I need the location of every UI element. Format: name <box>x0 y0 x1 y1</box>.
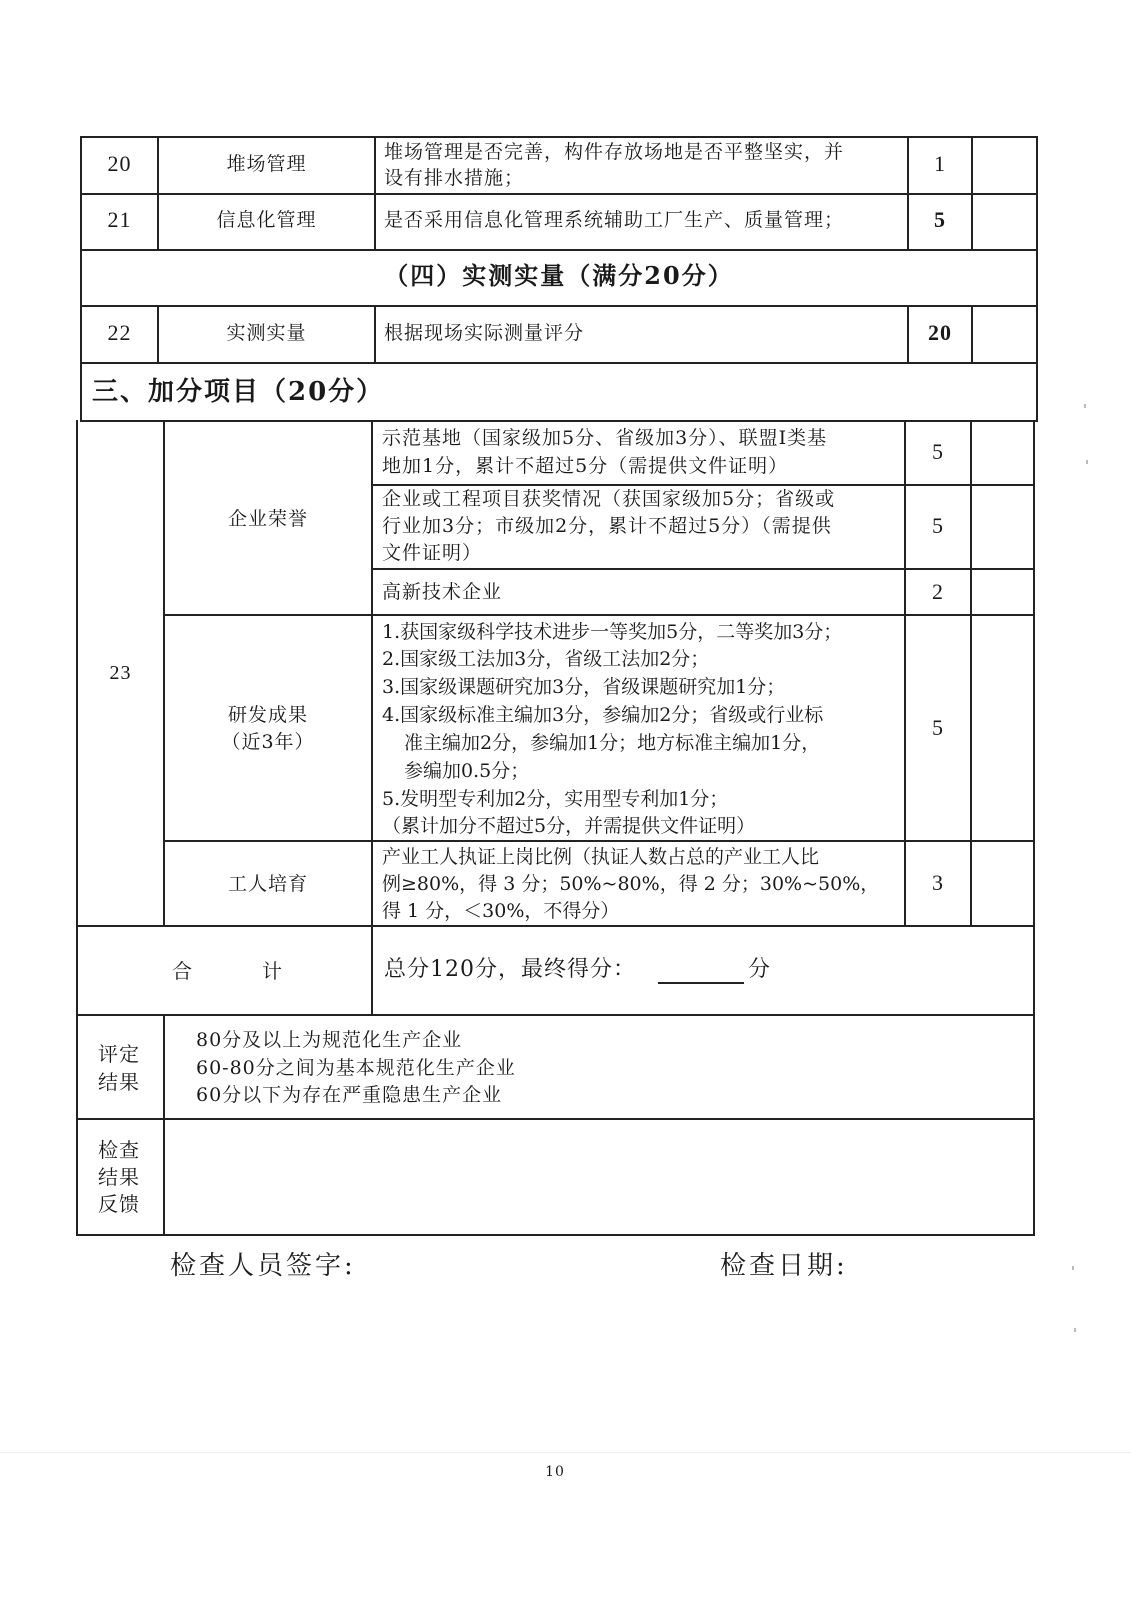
row-number: 23 <box>109 662 132 684</box>
item-content: 是否采用信息化管理系统辅助工厂生产、质量管理； <box>384 209 845 231</box>
item-content: 1.获国家级科学技术进步一等奖加5分，二等奖加3分； <box>382 621 843 643</box>
rating-label: 结果 <box>98 1070 140 1094</box>
item-content: 准主编加2分，参编加1分；地方标准主编加1分， <box>404 732 821 754</box>
table-rule <box>163 614 1035 616</box>
page-number: 10 <box>545 1464 565 1480</box>
total-label: 合 <box>172 959 193 983</box>
item-score: 5 <box>932 439 944 464</box>
item-content: 参编加0.5分； <box>404 760 530 782</box>
item-score: 5 <box>932 513 944 538</box>
table-rule <box>1036 136 1038 422</box>
total-text: 总分120分，最终得分： <box>384 957 636 982</box>
feedback-label: 反馈 <box>98 1192 140 1216</box>
item-content: 企业或工程项目获奖情况（获国家级加5分；省级或 <box>382 488 836 510</box>
table-rule <box>371 568 1035 570</box>
item-score: 5 <box>932 715 944 740</box>
item-score: 1 <box>934 151 946 176</box>
table-rule <box>80 193 1038 195</box>
inspection-date-label: 检查日期: <box>720 1251 848 1281</box>
item-name: （近3年） <box>221 731 315 753</box>
row-number: 20 <box>107 151 132 176</box>
table-rule <box>971 136 973 251</box>
scan-speck <box>1086 460 1088 464</box>
feedback-label: 检查 <box>98 1138 140 1162</box>
table-rule <box>163 1014 165 1236</box>
final-score-blank <box>658 982 744 984</box>
table-rule <box>374 136 376 251</box>
total-label: 计 <box>262 959 283 983</box>
item-content: 得 1 分，＜30%，不得分） <box>382 900 620 922</box>
row-number: 22 <box>107 320 132 345</box>
item-name: 企业荣誉 <box>227 508 308 530</box>
rating-rule: 80分及以上为规范化生产企业 <box>196 1029 463 1051</box>
item-content: 根据现场实际测量评分 <box>384 322 585 344</box>
item-content: 3.国家级课题研究加3分，省级课题研究加1分； <box>382 676 786 698</box>
table-rule <box>76 1118 1035 1120</box>
scan-edge <box>0 1452 1131 1453</box>
item-score: 20 <box>928 320 952 345</box>
item-name: 实测实量 <box>226 322 307 344</box>
table-rule <box>970 420 972 927</box>
item-content: 示范基地（国家级加5分、省级加3分）、联盟Ⅰ类基 <box>382 427 828 449</box>
item-content: 4.国家级标准主编加3分，参编加2分；省级或行业标 <box>382 704 824 726</box>
item-content: 堆场管理是否完善，构件存放场地是否平整坚实，并 <box>384 141 845 163</box>
item-content: 例≥80%，得 3 分；50%~80%，得 2 分；30%~50%， <box>382 873 880 895</box>
table-rule <box>76 1014 1035 1016</box>
table-rule <box>80 249 1038 251</box>
table-rule <box>163 840 1035 842</box>
item-name: 信息化管理 <box>216 209 317 231</box>
item-content: 产业工人执证上岗比例（执证人数占总的产业工人比 <box>382 846 820 868</box>
scan-speck <box>1072 1266 1074 1270</box>
rating-label: 评定 <box>98 1042 140 1066</box>
scan-speck <box>1084 404 1086 408</box>
item-content: 文件证明） <box>382 542 483 564</box>
item-content: 行业加3分；市级加2分，累计不超过5分）（需提供 <box>382 515 832 537</box>
table-rule <box>904 420 906 927</box>
item-score: 3 <box>932 870 944 895</box>
table-rule <box>76 925 1035 927</box>
table-rule <box>971 305 973 364</box>
table-rule <box>80 420 1038 422</box>
table-rule <box>76 1234 1035 1236</box>
inspector-signature-label: 检查人员签字: <box>170 1251 356 1281</box>
scan-speck <box>1074 1328 1076 1332</box>
total-unit: 分 <box>748 957 772 982</box>
table-rule <box>163 420 165 927</box>
item-name: 堆场管理 <box>226 153 307 175</box>
item-score: 5 <box>934 207 946 232</box>
rating-rule: 60分以下为存在严重隐患生产企业 <box>196 1084 503 1106</box>
item-name: 工人培育 <box>227 873 308 895</box>
table-rule <box>80 305 1038 307</box>
item-score: 2 <box>932 579 944 604</box>
table-rule <box>80 362 1038 364</box>
table-rule <box>1033 420 1035 1236</box>
item-content: 地加1分，累计不超过5分（需提供文件证明） <box>382 455 789 477</box>
item-content: 5.发明型专利加2分，实用型专利加1分； <box>382 788 729 810</box>
subsection-title: （四）实测实量（满分20分） <box>384 261 734 290</box>
item-content: 2.国家级工法加3分，省级工法加2分； <box>382 648 710 670</box>
item-content: 高新技术企业 <box>382 581 503 603</box>
item-content: 设有排水措施； <box>384 167 525 189</box>
item-content: （累计加分不超过5分，并需提供文件证明） <box>382 815 756 837</box>
table-rule <box>371 420 373 1015</box>
feedback-label: 结果 <box>98 1165 140 1189</box>
rating-rule: 60-80分之间为基本规范化生产企业 <box>196 1057 516 1079</box>
row-number: 21 <box>107 207 132 232</box>
section-title: 三、加分项目（20分） <box>92 377 385 407</box>
item-name: 研发成果 <box>227 704 308 726</box>
table-rule <box>76 420 78 1236</box>
table-rule <box>374 305 376 364</box>
